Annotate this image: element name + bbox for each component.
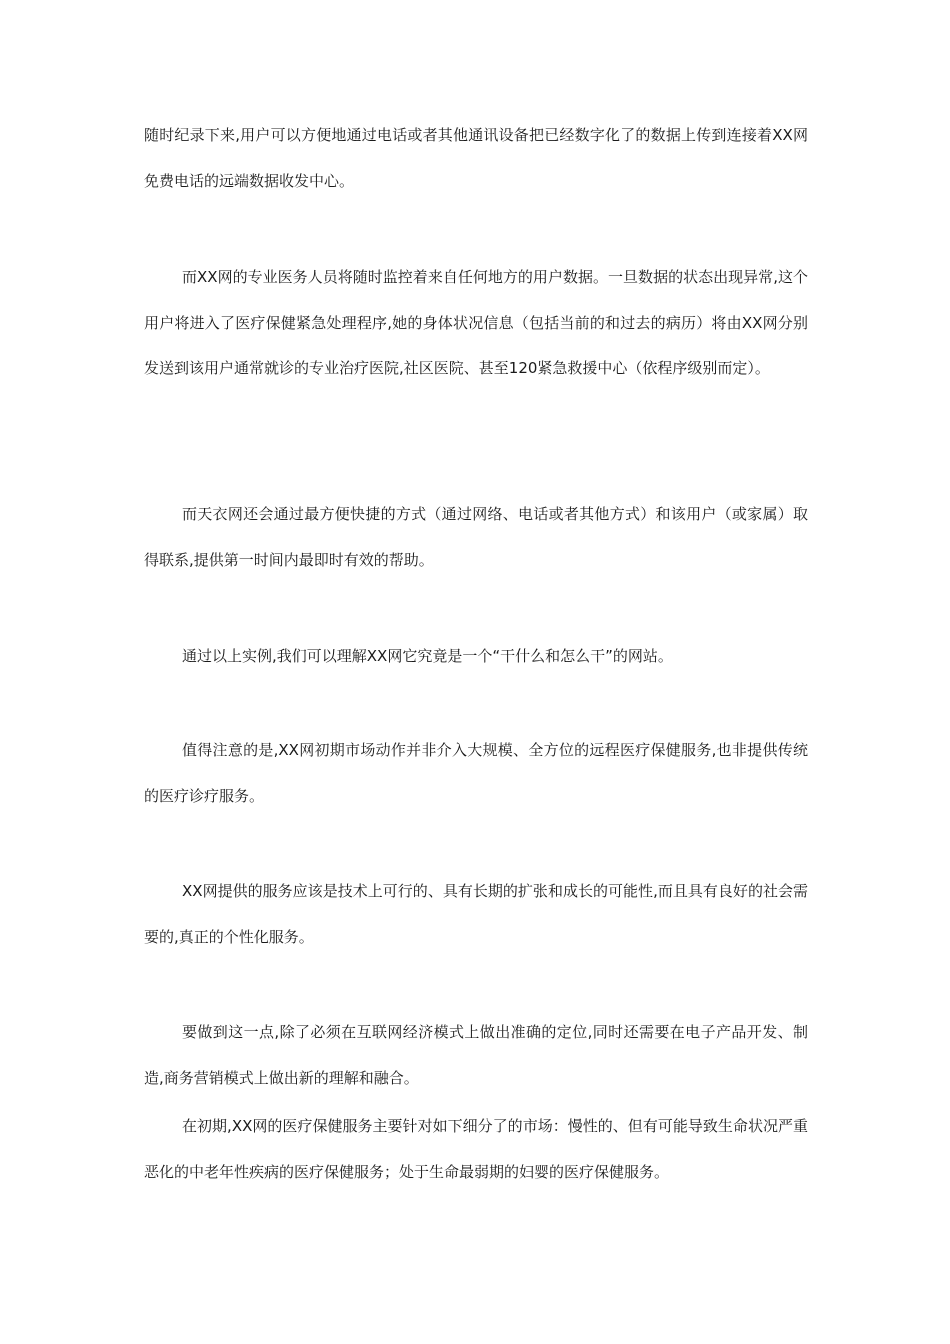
paragraph-initial-market: 值得注意的是,XX网初期市场动作并非介入大规模、全方位的远程医疗保健服务,也非提供传统的医疗诊疗服务。: [144, 741, 808, 805]
paragraph-positioning: 要做到这一点,除了必须在互联网经济模式上做出准确的定位,同时还需要在电子产品开发、制造,商务营销模式上做出新的理解和融合。: [144, 1023, 808, 1087]
paragraph-continuation: 随时纪录下来,用户可以方便地通过电话或者其他通讯设备把已经数字化了的数据上传到连接着XX网免费电话的远端数据收发中心。: [144, 126, 808, 190]
paragraph-contact: 而天衣网还会通过最方便快捷的方式（通过网络、电话或者其他方式）和该用户（或家属）取得联系,提供第一时间内最即时有效的帮助。: [144, 505, 808, 569]
paragraph-segments: 在初期,XX网的医疗保健服务主要针对如下细分了的市场：慢性的、但有可能导致生命状况严重恶化的中老年性疾病的医疗保健服务；处于生命最弱期的妇婴的医疗保健服务。: [144, 1117, 808, 1181]
paragraph-services: XX网提供的服务应该是技术上可行的、具有长期的扩张和成长的可能性,而且具有良好的社会需要的,真正的个性化服务。: [144, 882, 808, 946]
paragraph-example: 通过以上实例,我们可以理解XX网它究竟是一个“干什么和怎么干”的网站。: [182, 647, 673, 665]
paragraph-monitoring: 而XX网的专业医务人员将随时监控着来自任何地方的用户数据。一旦数据的状态出现异常,这个用户将进入了医疗保健紧急处理程序,她的身体状况信息（包括当前的和过去的病历）将由XX网分别发送到该用户通常就诊的专业治疗医院,社区医院、甚至120紧急救援中心（依程序级别而定）。: [144, 268, 808, 377]
